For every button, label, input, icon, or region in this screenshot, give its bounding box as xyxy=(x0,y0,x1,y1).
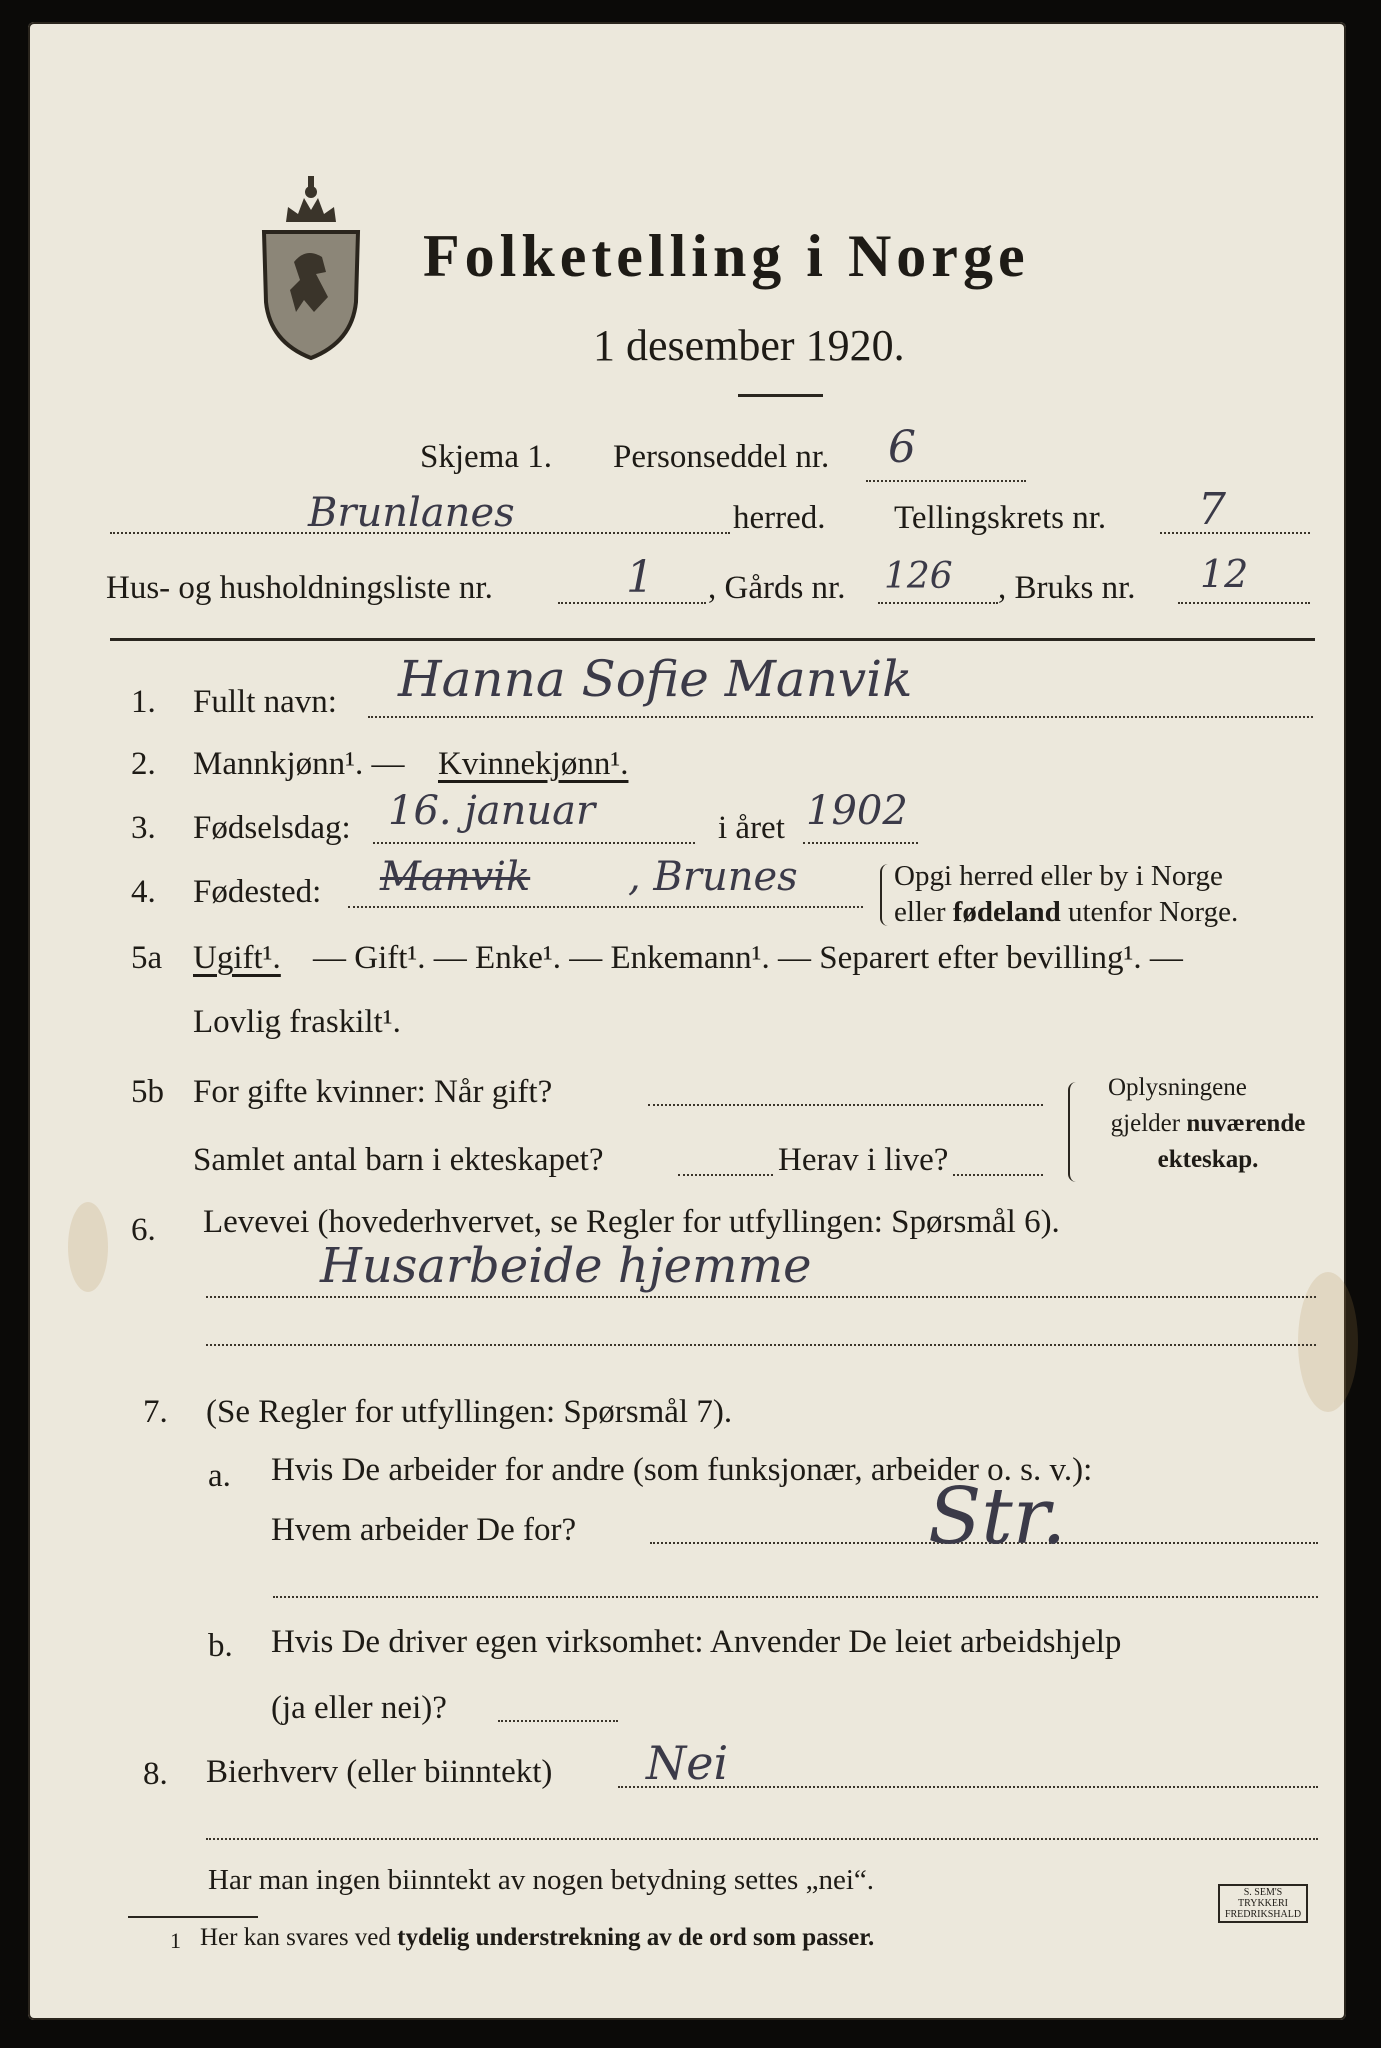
bruks-value[interactable]: 12 xyxy=(1200,552,1249,596)
form-title: Folketelling i Norge xyxy=(423,223,1030,289)
printer-stamp: S. SEM'S TRYKKERI FREDRIKSHALD xyxy=(1218,1884,1308,1923)
q6-line1 xyxy=(206,1296,1316,1298)
q7a-line2 xyxy=(273,1596,1318,1598)
tellingskrets-value[interactable]: 7 xyxy=(1198,484,1226,535)
q5b-alive-line xyxy=(953,1174,1043,1176)
q5b-married-line xyxy=(648,1104,1043,1106)
q5b-children-label: Samlet antal barn i ekteskapet? xyxy=(193,1142,604,1178)
q1-label: Fullt navn: xyxy=(193,684,337,720)
q3-year-label: i året xyxy=(718,810,785,846)
q2-female-option[interactable]: Kvinnekjønn¹. xyxy=(438,746,629,782)
q4-note-line1: Opgi herred eller by i Norge xyxy=(894,860,1223,892)
q2-male-option[interactable]: Mannkjønn¹. — xyxy=(193,746,405,782)
q3-year-line xyxy=(803,842,918,844)
census-form-page xyxy=(28,22,1346,2020)
q4-answer-struck[interactable]: Manvik xyxy=(380,854,531,900)
personseddel-label: Personseddel nr. xyxy=(613,439,830,475)
schema-label: Skjema 1. xyxy=(420,439,552,475)
q8-line2 xyxy=(206,1838,1318,1840)
paper-stain xyxy=(68,1202,108,1292)
q5b-married-label: For gifte kvinner: Når gift? xyxy=(193,1074,553,1110)
q5a-ugift-option[interactable]: Ugift¹. xyxy=(193,940,281,976)
q5b-note-line1: Oplysningene xyxy=(1108,1074,1247,1101)
q5a-other-options[interactable]: — Gift¹. — Enke¹. — Enkemann¹. — Separert efter bevilling¹. — xyxy=(313,940,1183,976)
q5b-children-line xyxy=(678,1174,773,1176)
coat-of-arms-icon xyxy=(256,162,366,362)
q1-line xyxy=(368,716,1313,718)
form-date: 1 desember 1920. xyxy=(593,321,905,370)
q1-answer[interactable]: Hanna Sofie Manvik xyxy=(398,650,913,708)
q7-label: (Se Regler for utfyllingen: Spørsmål 7). xyxy=(206,1394,733,1430)
q7a-letter: a. xyxy=(208,1458,231,1494)
q8-answer[interactable]: Nei xyxy=(646,1736,729,1790)
q3-year[interactable]: 1902 xyxy=(806,788,908,834)
q5a-number: 5a xyxy=(131,940,163,976)
q7a-question: Hvem arbeider De for? xyxy=(271,1512,577,1548)
husliste-label: Hus- og husholdningsliste nr. xyxy=(106,570,493,606)
q5b-note-line3: ekteskap. xyxy=(1157,1146,1259,1173)
q5b-alive-label: Herav i live? xyxy=(778,1142,949,1178)
herred-label: herred. xyxy=(733,500,826,536)
husliste-value[interactable]: 1 xyxy=(626,552,654,603)
bruks-line xyxy=(1178,602,1310,604)
q8-label: Bierhverv (eller biinntekt) xyxy=(206,1754,553,1790)
q5b-note-line2: gjelder nuværende xyxy=(1110,1110,1306,1137)
q8-note: Har man ingen biinntekt av nogen betydning settes „nei“. xyxy=(208,1864,875,1896)
personseddel-value[interactable]: 6 xyxy=(888,422,916,473)
tellingskrets-line xyxy=(1160,532,1310,534)
q1-number: 1. xyxy=(131,684,156,720)
q7b-letter: b. xyxy=(208,1628,233,1664)
q8-number: 8. xyxy=(143,1756,168,1792)
q5a-fraskilt-option[interactable]: Lovlig fraskilt¹. xyxy=(193,1004,401,1040)
q7b-question: (ja eller nei)? xyxy=(271,1690,447,1726)
q4-number: 4. xyxy=(131,874,156,910)
q3-answer[interactable]: 16. januar xyxy=(388,788,596,834)
tellingskrets-label: Tellingskrets nr. xyxy=(894,500,1107,536)
q2-number: 2. xyxy=(131,746,156,782)
gards-line xyxy=(878,602,998,604)
q5b-number: 5b xyxy=(131,1074,164,1110)
herred-value[interactable]: Brunlanes xyxy=(308,490,515,536)
header-divider xyxy=(110,638,1315,641)
q3-label: Fødselsdag: xyxy=(193,810,351,846)
q6-answer[interactable]: Husarbeide hjemme xyxy=(320,1238,812,1294)
q7b-line xyxy=(498,1720,618,1722)
q7a-answer[interactable]: Str. xyxy=(928,1472,1067,1562)
q4-label: Fødested: xyxy=(193,874,322,910)
gards-value[interactable]: 126 xyxy=(884,556,953,597)
q7a-text: Hvis De arbeider for andre (som funksjonær, arbeider o. s. v.): xyxy=(271,1452,1093,1488)
footnote-text: Her kan svares ved tydelig understrekning av de ord som passer. xyxy=(200,1924,875,1951)
q3-date-line xyxy=(373,842,695,844)
q6-line2 xyxy=(206,1344,1316,1346)
bruks-label: , Bruks nr. xyxy=(998,570,1136,606)
q4-answer[interactable]: , Brunes xyxy=(628,854,798,900)
q7-number: 7. xyxy=(143,1394,168,1430)
q6-label: Levevei (hovederhvervet, se Regler for utfyllingen: Spørsmål 6). xyxy=(203,1204,1060,1240)
q4-note-brace xyxy=(880,864,894,926)
personseddel-line xyxy=(866,480,1026,482)
title-divider xyxy=(738,394,823,397)
paper-stain xyxy=(1298,1272,1358,1412)
gards-label: , Gårds nr. xyxy=(708,570,846,606)
q4-note-line2: eller fødeland utenfor Norge. xyxy=(894,896,1239,928)
q3-number: 3. xyxy=(131,810,156,846)
q4-line xyxy=(348,906,863,908)
q7b-text: Hvis De driver egen virksomhet: Anvender De leiet arbeidshjelp xyxy=(271,1624,1122,1660)
q6-number: 6. xyxy=(131,1212,156,1248)
footnote-divider xyxy=(128,1916,258,1918)
footnote-mark: 1 xyxy=(170,1928,181,1953)
